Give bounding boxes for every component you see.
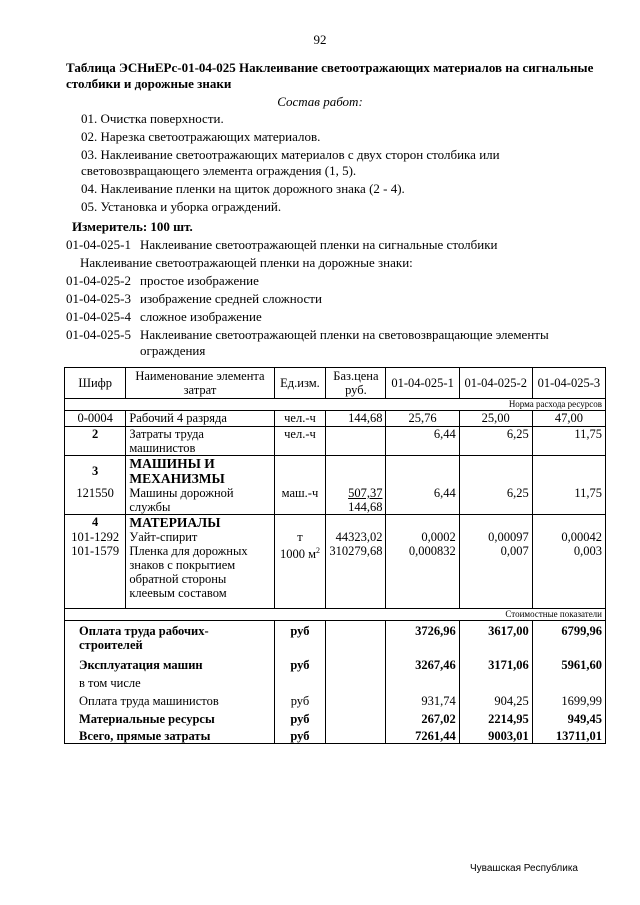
cell <box>126 600 274 608</box>
cell: чел.-ч <box>274 427 326 456</box>
cell: 4 <box>65 515 126 531</box>
cell <box>459 672 532 690</box>
cell: 7261,44 <box>386 726 459 744</box>
cell: 0,007 <box>459 544 532 600</box>
cell <box>274 544 326 600</box>
cell <box>126 486 274 515</box>
footer-region: Чувашская Республика <box>470 863 578 874</box>
code-row <box>66 273 606 289</box>
code-description: изображение средней сложности <box>140 291 322 306</box>
cell: Материальные ресурсы <box>65 708 275 726</box>
table-row <box>65 411 606 427</box>
table-row <box>65 652 606 672</box>
cell: 9003,01 <box>459 726 532 744</box>
cell: 310279,68 <box>326 544 386 600</box>
cell: 3267,46 <box>386 652 459 672</box>
cell-line: клеевым составом <box>129 586 227 600</box>
cell-line: машинистов <box>129 441 196 455</box>
spacer-row <box>65 600 606 608</box>
unit-text: 1000 м <box>279 547 316 562</box>
cell <box>65 600 126 608</box>
cell: Оплата труда машинистов <box>65 690 275 708</box>
work-item: 02. Нарезка светоотражающих материалов. <box>81 129 321 144</box>
cell <box>326 690 386 708</box>
code-row <box>66 343 606 359</box>
code: 01-04-025-3 <box>66 291 131 306</box>
cell-line: Оплата труда рабочих- <box>79 623 209 638</box>
page-number: 92 <box>313 32 327 47</box>
table-row <box>65 620 606 652</box>
cell <box>326 427 386 456</box>
cell: 47,00 <box>532 411 605 427</box>
cell <box>459 456 532 487</box>
cell <box>274 600 326 608</box>
cell: 2 <box>65 427 126 456</box>
cell <box>326 515 386 531</box>
section-label-row <box>65 399 606 411</box>
cell <box>459 515 532 531</box>
cell-line: строителей <box>79 637 143 652</box>
unit-superscript: 2 <box>315 546 320 555</box>
cell-line: 507,37 <box>348 486 383 500</box>
cell-line: обратной стороны <box>129 572 227 586</box>
cell <box>386 672 459 690</box>
cell: 0,003 <box>532 544 605 600</box>
cell: 5961,60 <box>532 652 605 672</box>
cell: 1699,99 <box>532 690 605 708</box>
code-description: простое изображение <box>140 273 259 288</box>
cell: Всего, прямые затраты <box>65 726 275 744</box>
cell: МАТЕРИАЛЫ <box>126 515 274 531</box>
cell <box>274 672 326 690</box>
cell <box>326 620 386 652</box>
table-row <box>65 690 606 708</box>
cell <box>326 708 386 726</box>
table-row <box>65 672 606 690</box>
cell <box>326 652 386 672</box>
work-item: 03. Наклеивание светоотражающих материалов с двух сторон столбика или <box>81 147 500 162</box>
code-row <box>66 327 606 343</box>
work-composition-heading: Состав работ: <box>277 94 363 109</box>
cell <box>326 726 386 744</box>
cell: 267,02 <box>386 708 459 726</box>
header-cell: Ед.изм. <box>274 368 326 399</box>
work-item: 01. Очистка поверхности. <box>81 111 224 126</box>
table-row <box>65 427 606 456</box>
cell <box>274 515 326 531</box>
cell-line: знаков с покрытием <box>129 558 236 572</box>
cell: 44323,02 <box>326 530 386 544</box>
cell <box>326 600 386 608</box>
code: 01-04-025-2 <box>66 273 131 288</box>
code: 01-04-025-5 <box>66 327 131 342</box>
code-description: сложное изображение <box>140 309 262 324</box>
table-row <box>65 708 606 726</box>
cell: Уайт-спирит <box>126 530 274 544</box>
cell: 13711,01 <box>532 726 605 744</box>
cell <box>532 672 605 690</box>
cell <box>126 544 274 600</box>
cell <box>126 456 274 487</box>
cell: 6,44 <box>386 427 459 456</box>
cell: 121550 <box>65 486 126 515</box>
header-cell: 01-04-025-3 <box>532 368 605 399</box>
cell <box>532 600 605 608</box>
cell: Эксплуатация машин <box>65 652 275 672</box>
code: 01-04-025-4 <box>66 309 131 324</box>
norm-label: Норма расхода ресурсов <box>65 399 606 411</box>
header-cell: Баз.цена руб. <box>326 368 386 399</box>
cell-line: Пленка для дорожных <box>129 544 248 558</box>
table-row <box>65 726 606 744</box>
cell-line: службы <box>129 500 171 514</box>
cell <box>386 600 459 608</box>
measure-unit: Измеритель: 100 шт. <box>72 219 193 234</box>
cell: 0-0004 <box>65 411 126 427</box>
table-row <box>65 515 606 531</box>
cell <box>386 456 459 487</box>
code-row <box>66 291 606 307</box>
cell: 904,25 <box>459 690 532 708</box>
cell: 0,000832 <box>386 544 459 600</box>
code-description: ограждения <box>140 343 206 358</box>
cell: 3726,96 <box>386 620 459 652</box>
cell: руб <box>274 726 326 744</box>
cell: 101-1292 <box>65 530 126 544</box>
header-cell: 01-04-025-1 <box>386 368 459 399</box>
cell <box>326 672 386 690</box>
cell: 101-1579 <box>65 544 126 600</box>
cell: Рабочий 4 разряда <box>126 411 274 427</box>
cell <box>532 456 605 487</box>
cell: 0,00042 <box>532 530 605 544</box>
cell: 6799,96 <box>532 620 605 652</box>
cell: руб <box>274 690 326 708</box>
cell: в том числе <box>65 672 275 690</box>
cell: 25,00 <box>459 411 532 427</box>
cell: маш.-ч <box>274 486 326 515</box>
cell: 949,45 <box>532 708 605 726</box>
code-description: Наклеивание светоотражающей пленки на сигнальные столбики <box>140 237 498 252</box>
table-row <box>65 486 606 515</box>
cell: 3171,06 <box>459 652 532 672</box>
cell: 11,75 <box>532 486 605 515</box>
header-cell: Наименование элемента затрат <box>126 368 274 399</box>
resource-table <box>64 367 606 744</box>
cell: 11,75 <box>532 427 605 456</box>
code: 01-04-025-1 <box>66 237 131 252</box>
cost-label: Стоимостные показатели <box>65 608 606 620</box>
cell: 3 <box>65 456 126 487</box>
work-item: световозвращающего элемента ограждения (1, 5). <box>81 163 357 178</box>
work-item: 04. Наклеивание пленки на щиток дорожного знака (2 - 4). <box>81 181 405 196</box>
cell <box>274 456 326 487</box>
cell: 6,25 <box>459 486 532 515</box>
code-row <box>66 237 606 253</box>
work-item: 05. Установка и уборка ограждений. <box>81 199 282 214</box>
cell <box>459 600 532 608</box>
cell <box>326 456 386 487</box>
cell: 931,74 <box>386 690 459 708</box>
table-row <box>65 530 606 544</box>
table-header <box>65 368 606 399</box>
code-subheading: Наклеивание светоотражающей пленки на дорожные знаки: <box>80 255 413 270</box>
table-title: Таблица ЭСНиЕРс-01-04-025 Наклеивание светоотражающих материалов на сигнальные столбики и дорожные знаки <box>66 60 594 91</box>
code-description: Наклеивание светоотражающей пленки на световозвращающие элементы <box>140 327 549 342</box>
cell <box>65 620 275 652</box>
cell: 2214,95 <box>459 708 532 726</box>
cell: руб <box>274 620 326 652</box>
cell <box>326 486 386 515</box>
cell: руб <box>274 652 326 672</box>
cell: 3617,00 <box>459 620 532 652</box>
header-cell: Шифр <box>65 368 126 399</box>
cell <box>532 515 605 531</box>
cell: 0,0002 <box>386 530 459 544</box>
cell-line: Затраты труда <box>129 427 204 441</box>
cell-line: Машины дорожной <box>129 486 234 500</box>
cell: т <box>274 530 326 544</box>
cell: 6,25 <box>459 427 532 456</box>
cell: 144,68 <box>326 411 386 427</box>
cell-line: МАШИНЫ И <box>129 456 215 471</box>
code <box>66 343 140 359</box>
cell: 6,44 <box>386 486 459 515</box>
table-row <box>65 456 606 487</box>
cell: 25,76 <box>386 411 459 427</box>
code-row <box>66 309 606 325</box>
header-cell: 01-04-025-2 <box>459 368 532 399</box>
cell: 0,00097 <box>459 530 532 544</box>
cell-line: МЕХАНИЗМЫ <box>129 471 225 486</box>
table-row <box>65 544 606 600</box>
cell: чел.-ч <box>274 411 326 427</box>
section-label-row <box>65 608 606 620</box>
cell <box>126 427 274 456</box>
cell-line: 144,68 <box>348 500 383 514</box>
cell <box>386 515 459 531</box>
cell: руб <box>274 708 326 726</box>
